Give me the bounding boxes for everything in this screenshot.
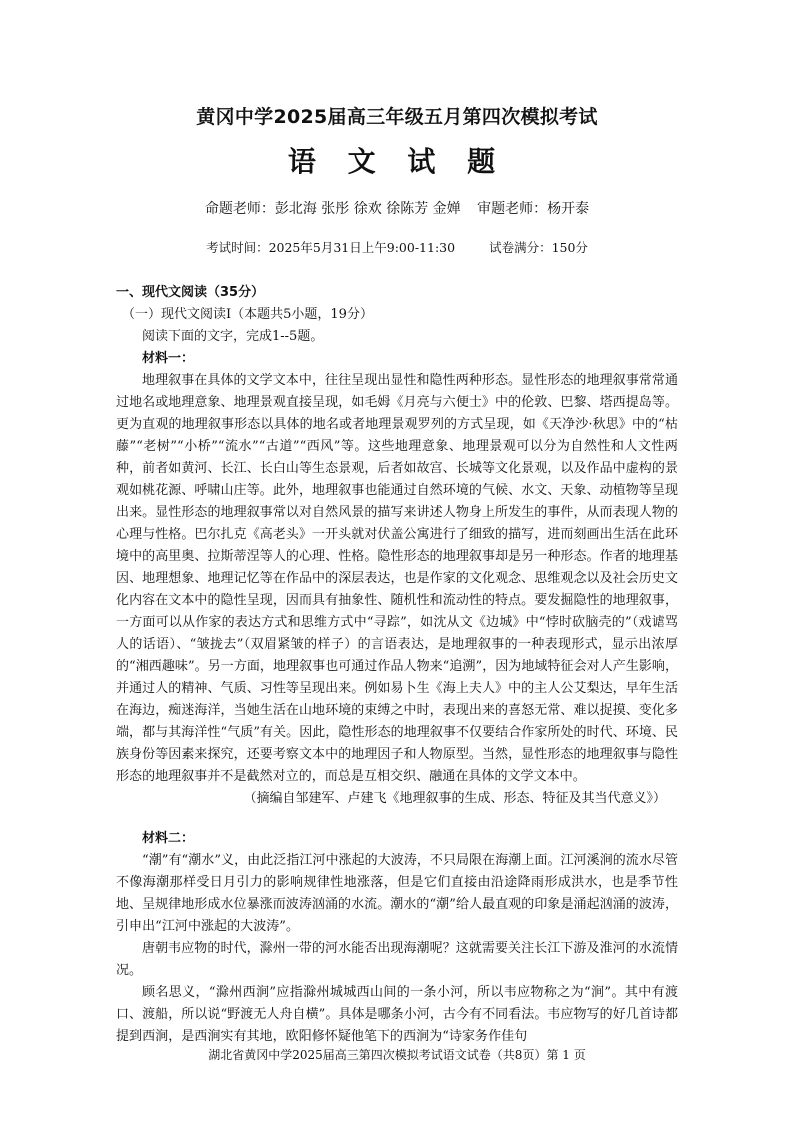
spacer	[116, 810, 678, 828]
sub-section-heading: （一）现代文阅读Ⅰ（本题共5小题，19分）	[122, 307, 373, 322]
exam-content	[116, 282, 678, 1048]
subject-title: 语 文 试 题	[287, 145, 507, 178]
material-two-paragraph: 唐朝韦应物的时代，滁州一带的河水能否出现海潮呢？这就需要关注长江下游及淮河的水流情况。	[116, 941, 678, 978]
material-two-label: 材料二：	[142, 831, 195, 846]
school-title: 黄冈中学2025届高三年级五月第四次模拟考试	[196, 106, 598, 128]
section-heading: 一、现代文阅读（35分）	[116, 285, 265, 300]
material-one-paragraph: 地理叙事在具体的文学文本中，往往呈现出显性和隐性两种形态。显性形态的地理叙事常常通过地名或地理意象、地理景观直接呈现，如毛姆《月亮与六便士》中的伦敦、巴黎、塔西提岛等。更为直观的地理叙事形态以具体的地名或者地理景观罗列的方式呈现，如《天净沙·秋思》中的“枯藤”“老树”“小桥”“流水”“古道”“西风”等。这些地理意象、地理景观可以分为自然性和人文性两种，前者如黄河、长江、长白山等生态景观，后者如故宫、长城等文化景观，以及作品中虚构的景观如桃花源、呼啸山庄等。此外，地理叙事也能通过自然环境的气候、水文、天象、动植物等呈现出来。显性形态的地理叙事常以对自然风景的描写来讲述人物身上所发生的事件，从而表现人物的心理与性格。巴尔扎克《高老头》一开头就对伏盖公寓进行了细致的描写，进而刻画出生活在此环境中的高里奥、拉斯蒂涅等人的心理、性格。隐性形态的地理叙事却是另一种形态。作者的地理基因、地理想象、地理记忆等在作品中的深层表达，也是作家的文化观念、思维观念以及社会历史文化内容在文本中的隐性呈现，因而具有抽象性、随机性和流动性的特点。要发掘隐性的地理叙事，一方面可以从作家的表达方式和思维方式中“寻踪”，如沈从文《边城》中“悖时砍脑壳的”（戏谑骂人的话语）、“皱拢去”（双眉紧皱的样子）的言语表达，是地理叙事的一种表现形式，显示出浓厚的“湘西趣味”。另一方面，地理叙事也可通过作品人物来“追溯”，因为地域特征会对人产生影响，并通过人的精神、气质、习性等呈现出来。例如易卜生《海上夫人》中的主人公艾梨达，早年生活在海边，痴迷海洋，当她生活在山地环境的束缚之中时，表现出来的喜怒无常、难以捉摸、变化多端，都与其海洋性“气质”有关。因此，隐性形态的地理叙事不仅要结合作家所处的时代、环境、民族身份等因素来探究，还要考察文本中的地理因子和人物原型。当然，显性形态的地理叙事与隐性形态的地理叙事并不是截然对立的，而总是互相交织、融通在具体的文学文本中。	[116, 373, 678, 784]
reviewer: 审题老师：杨开泰	[477, 201, 590, 217]
teachers-line	[0, 198, 794, 218]
exam-info-line	[0, 238, 794, 256]
material-two-paragraph: 顾名思义，“滁州西涧”应指滁州城城西山间的一条小河，所以韦应物称之为“涧”。其中有渡口、渡船，所以说“野渡无人舟自横”。具体是哪条小河，古今有不同看法。韦应物写的好几首诗都提到西涧，是西涧实有其地，欧阳修怀疑他笔下的西涧为“诗家务作佳句	[116, 985, 678, 1044]
material-one-source: （摘编自邹建军、卢建飞《地理叙事的生成、形态、特征及其当代意义》）	[243, 791, 666, 806]
reading-instruction: 阅读下面的文字，完成1--5题。	[142, 329, 324, 344]
material-two-paragraph: “潮”有“潮水”义，由此泛指江河中涨起的大波涛，不只局限在海潮上面。江河溪涧的流水尽管不像海潮那样受日月引力的影响规律性地涨落，但是它们直接由沿途降雨形成洪水，也是季节性地、呈规律地形成水位暴涨而波涛汹涌的水流。潮水的“潮”给人最直观的印象是涌起汹涌的波涛，引申出“江河中涨起的大波涛”。	[116, 853, 678, 934]
proposers: 命题老师：彭北海 张彤 徐欢 徐陈芳 金婵	[204, 201, 461, 217]
material-one-label: 材料一：	[142, 351, 195, 366]
exam-time: 考试时间：2025年5月31日上午9:00-11:30	[206, 240, 456, 255]
full-score: 试卷满分：150分	[489, 240, 588, 255]
page-footer: 湖北省黄冈中学2025届高三第四次模拟考试语文试卷（共8页）第 1 页	[208, 1048, 586, 1062]
